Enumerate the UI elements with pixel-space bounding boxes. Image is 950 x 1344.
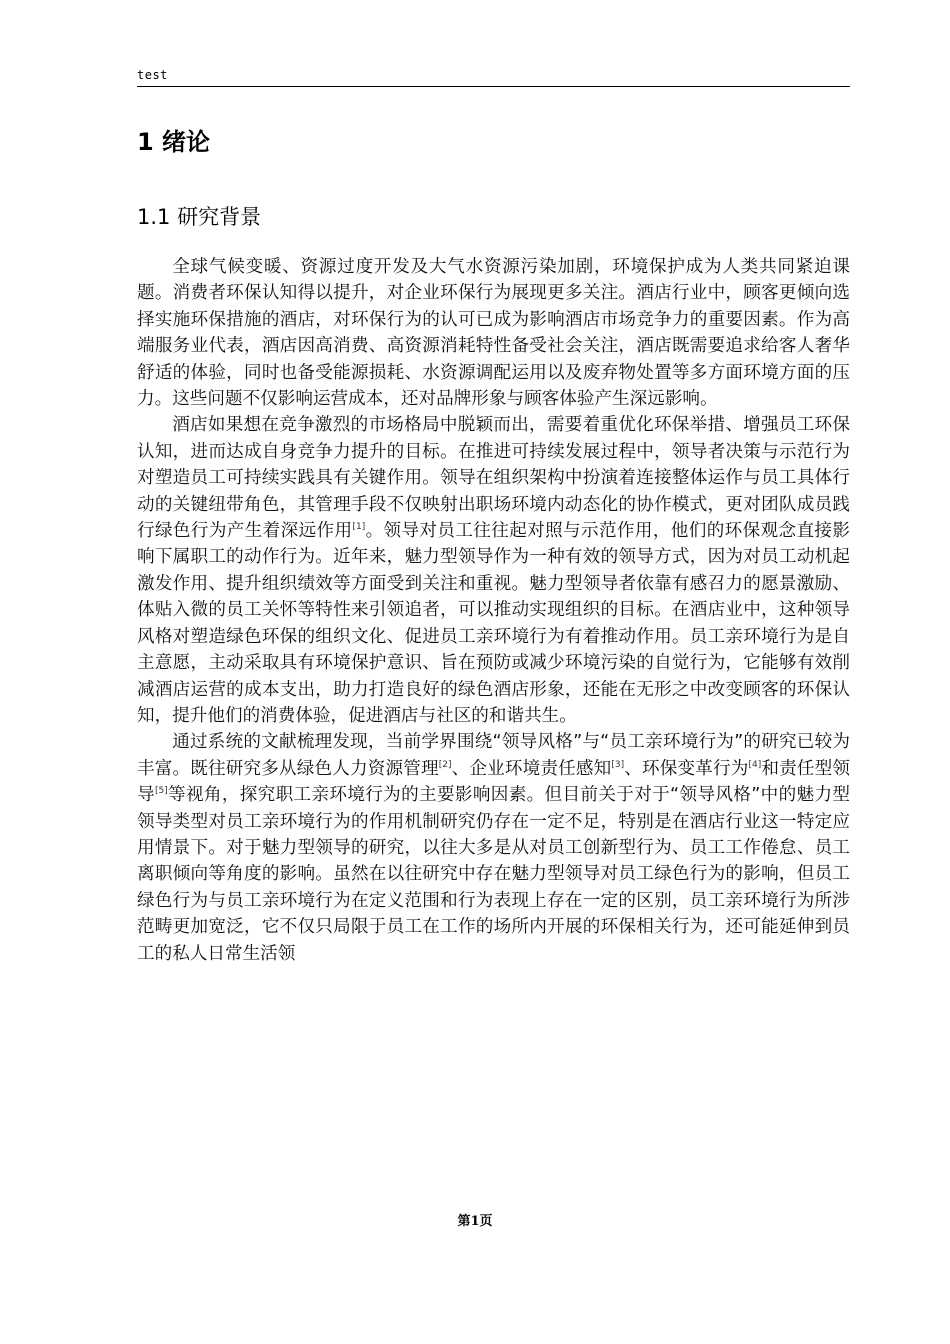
citation-reference[interactable]: [4]	[748, 759, 762, 770]
citation-reference[interactable]: [1]	[352, 522, 366, 533]
paragraph-text: 、企业环境责任感知	[451, 758, 612, 779]
section-title: 1.1 研究背景	[137, 205, 262, 229]
paragraph-text: 和责任型领导	[137, 758, 850, 806]
page-number: 第1页	[457, 1214, 493, 1229]
chapter-title: 1 绪论	[137, 128, 211, 156]
body-paragraph	[137, 412, 850, 729]
paragraph-text: 等视角，探究职工亲环境行为的主要影响因素。但目前关于对于“领导风格”中的魅力型领导类型对员工亲环境行为的作用机制研究仍存在一定不足，特别是在酒店行业这一特定应用情景下。对于魅力型领导的研究，以往大多是从对员工创新型行为、员工工作倦怠、员工离职倾向等角度的影响。虽然在以往研究中存在魅力型领导对员工绿色行为的影响，但员工绿色行为与员工亲环境行为在定义范围和行为表现上存在一定的区别，员工亲环境行为所涉范畴更加宽泛，它不仅只局限于员工在工作的场所内开展的环保相关行为，还可能延伸到员工的私人日常生活领	[137, 785, 850, 964]
body-text	[137, 254, 850, 967]
citation-reference[interactable]: [3]	[611, 759, 625, 770]
paragraph-text: 酒店如果想在竞争激烈的市场格局中脱颖而出，需要着重优化环保举措、增强员工环保认知，进而达成自身竞争力提升的目标。在推进可持续发展过程中，领导者决策与示范行为对塑造员工可持续实践具有关键作用。领导在组织架构中扮演着连接整体运作与员工具体行动的关键纽带角色，其管理手段不仅映射出职场环境内动态化的协作模式，更对团队成员践行绿色行为产生着深远作用	[137, 415, 850, 542]
paragraph-text: 通过系统的文献梳理发现，当前学界围绕“领导风格”与“员工亲环境行为”的研究已较为丰富。既往研究多从绿色人力资源管理	[137, 732, 850, 779]
header-divider	[137, 86, 850, 87]
body-paragraph	[137, 729, 850, 967]
paragraph-text: 。领导对员工往往起对照与示范作用，他们的环保观念直接影响下属职工的动作行为。近年来，魅力型领导作为一种有效的领导方式，因为对员工动机起激发作用、提升组织绩效等方面受到关注和重视。魅力型领导者依靠有感召力的愿景激励、体贴入微的员工关怀等特性来引领追者，可以推动实现组织的目标。在酒店业中，这种领导风格对塑造绿色环保的组织文化、促进员工亲环境行为有着推动作用。员工亲环境行为是自主意愿，主动采取具有环境保护意识、旨在预防或减少环境污染的自觉行为，它能够有效削减酒店运营的成本支出，助力打造良好的绿色酒店形象，还能在无形之中改变顾客的环保认知，提升他们的消费体验，促进酒店与社区的和谐共生。	[137, 521, 850, 726]
body-paragraph	[137, 254, 850, 412]
paragraph-text: 全球气候变暖、资源过度开发及大气水资源污染加剧，环境保护成为人类共同紧迫课题。消费者环保认知得以提升，对企业环保行为展现更多关注。酒店行业中，顾客更倾向选择实施环保措施的酒店，对环保行为的认可已成为影响酒店市场竞争力的重要因素。作为高端服务业代表，酒店因高消费、高资源消耗特性备受社会关注，酒店既需要追求给客人奢华舒适的体验，同时也备受能源损耗、水资源调配运用以及废弃物处置等多方面环境方面的压力。这些问题不仅影响运营成本，还对品牌形象与顾客体验产生深远影响。	[137, 257, 850, 410]
citation-reference[interactable]: [5]	[154, 786, 168, 797]
running-header: test	[137, 68, 168, 82]
paragraph-text: 、环保变革行为	[624, 758, 749, 779]
citation-reference[interactable]: [2]	[438, 759, 452, 770]
